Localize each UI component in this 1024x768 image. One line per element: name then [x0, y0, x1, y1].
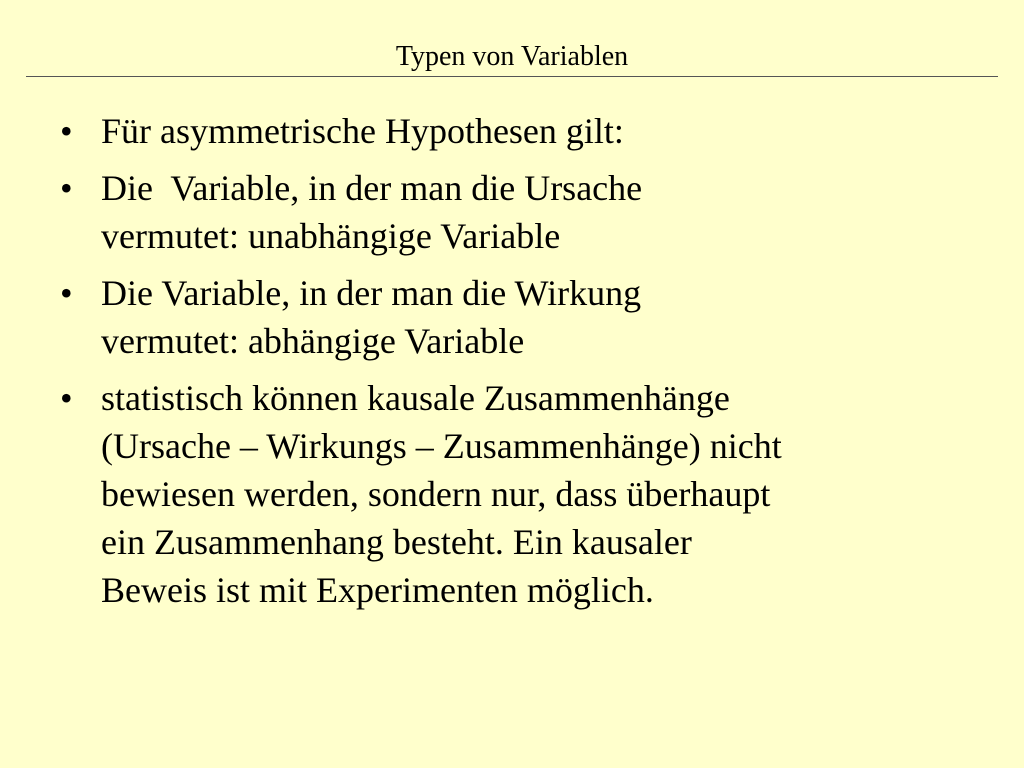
bullet-text-line: Beweis ist mit Experimenten möglich. [101, 570, 654, 610]
bullet-text-line: statistisch können kausale Zusammenhänge [101, 378, 730, 418]
slide-title: Typen von Variablen [395, 41, 629, 72]
bullet-item [58, 374, 988, 614]
bullet-item [58, 269, 988, 365]
bullet-text-line: bewiesen werden, sondern nur, dass überhaupt [101, 474, 771, 514]
bullet-list [58, 107, 988, 623]
bullet-text-line: ein Zusammenhang besteht. Ein kausaler [101, 522, 692, 562]
bullet-text-line: Die Variable, in der man die Wirkung [101, 273, 642, 313]
title-divider [26, 76, 998, 77]
bullet-icon: • [60, 273, 73, 313]
bullet-icon: • [60, 111, 73, 151]
bullet-item [58, 107, 988, 155]
bullet-icon: • [60, 168, 73, 208]
bullet-text-line: vermutet: abhängige Variable [101, 321, 525, 361]
bullet-text-line: vermutet: unabhängige Variable [101, 216, 561, 256]
bullet-text-line: (Ursache – Wirkungs – Zusammenhänge) nicht [101, 426, 782, 466]
bullet-icon: • [60, 378, 73, 418]
bullet-text-line: Die Variable, in der man die Ursache [101, 168, 643, 208]
bullet-text-line: Für asymmetrische Hypothesen gilt: [101, 111, 624, 151]
bullet-item [58, 164, 988, 260]
